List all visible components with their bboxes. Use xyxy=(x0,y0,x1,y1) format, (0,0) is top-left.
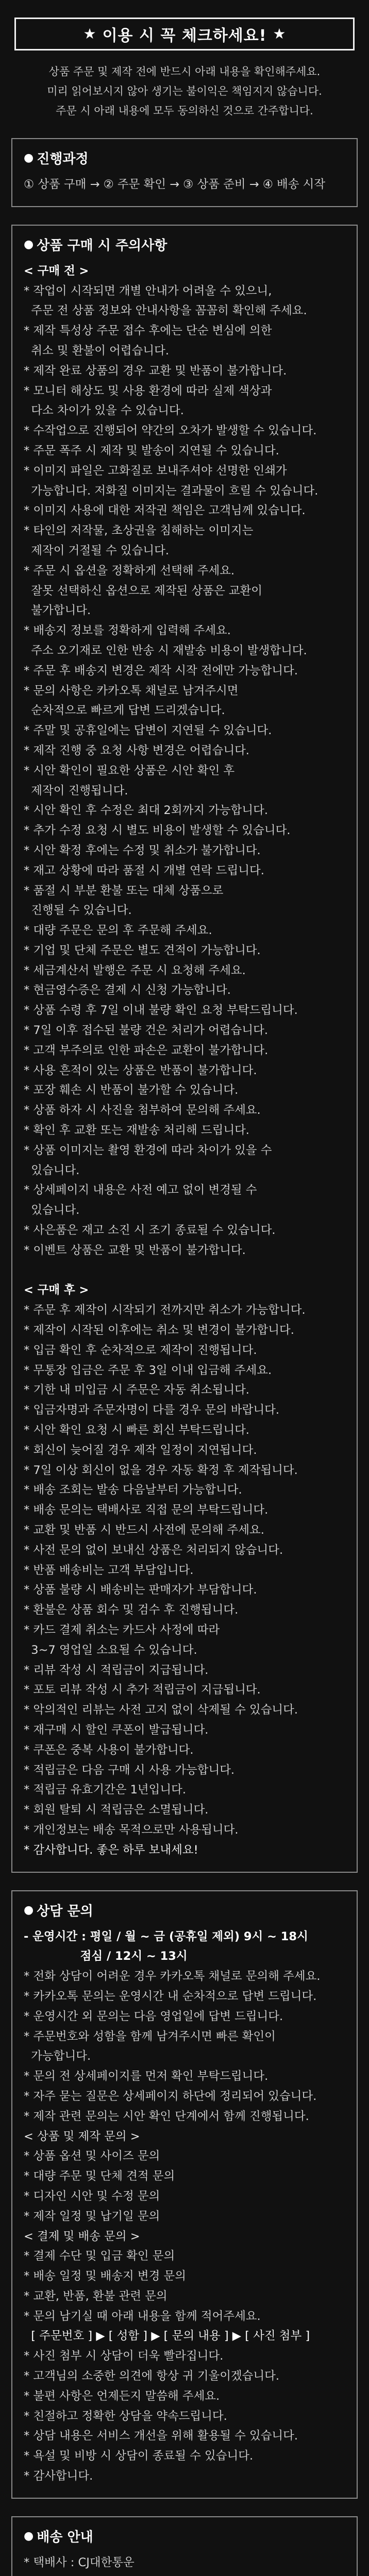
consult-line: * 욕설 및 비방 시 상담이 종료될 수 있습니다. xyxy=(24,2449,254,2463)
star-icon: ★ xyxy=(83,25,96,42)
consult-line: < 결제 및 배송 문의 > xyxy=(24,2229,140,2243)
consult-line: * 상품 옵션 및 사이즈 문의 xyxy=(24,2149,160,2163)
page-title: 이용 시 꼭 체크하세요! xyxy=(102,27,267,45)
notice-line: < 구매 전 > xyxy=(24,264,89,278)
notice-line: * 기한 내 미입금 시 주문은 자동 취소됩니다. xyxy=(24,1383,249,1397)
section-title: 배송 안내 xyxy=(37,2529,93,2545)
notice-line: * 시안 확인이 필요한 상품은 시안 확인 후 xyxy=(24,764,235,777)
consult-line: 가능합니다. xyxy=(24,2049,91,2063)
notice-line: 가능합니다. 저화질 이미지는 결과물이 흐릴 수 있습니다. xyxy=(24,484,318,498)
section-heading xyxy=(24,1901,345,1920)
notice-line: 순차적으로 빠르게 답변 드리겠습니다. xyxy=(24,704,225,718)
consult-line: * 자주 묻는 질문은 상세페이지 하단에 정리되어 있습니다. xyxy=(24,2089,317,2103)
notice-line: * 반품 배송비는 고객 부담입니다. xyxy=(24,1563,194,1577)
consult-lines xyxy=(24,1927,345,2486)
notice-line: * 상품 수령 후 7일 이내 불량 확인 요청 부탁드립니다. xyxy=(24,1004,298,1018)
notice-line: * 쿠폰은 중복 사용이 불가합니다. xyxy=(24,1743,194,1757)
star-icon: ★ xyxy=(273,25,286,42)
flow-steps: ① 상품 구매 → ② 주문 확인 → ③ 상품 준비 → ④ 배송 시작 xyxy=(24,178,326,191)
notice-line: * 주말 및 공휴일에는 답변이 지연될 수 있습니다. xyxy=(24,724,272,738)
bullet-icon: ● xyxy=(24,1903,34,1917)
shipping-lines xyxy=(24,2553,345,2576)
section-shipping xyxy=(11,2516,358,2576)
notice-line: 있습니다. xyxy=(24,1204,80,1217)
notice-line: * 추가 수정 요청 시 별도 비용이 발생할 수 있습니다. xyxy=(24,824,291,838)
notice-line: * 상세페이지 내용은 사전 예고 없이 변경될 수 xyxy=(24,1183,257,1197)
consult-line: * 주문번호와 성함을 함께 남겨주시면 빠른 확인이 xyxy=(24,2029,276,2043)
notice-line: * 이벤트 상품은 교환 및 반품이 불가합니다. xyxy=(24,1243,246,1257)
notice-line: * 주문 시 옵션을 정확하게 선택해 주세요. xyxy=(24,564,235,578)
notice-line: < 구매 후 > xyxy=(24,1283,89,1297)
notice-line: 3~7 영업일 소요될 수 있습니다. xyxy=(24,1643,197,1657)
notice-line: * 수작업으로 진행되어 약간의 오차가 발생할 수 있습니다. xyxy=(24,424,317,438)
consult-line: * 운영시간 외 문의는 다음 영업일에 답변 드립니다. xyxy=(24,2009,283,2023)
consult-line: * 불편 사항은 언제든지 말씀해 주세요. xyxy=(24,2389,220,2403)
notice-line: * 배송 조회는 발송 다음날부터 가능합니다. xyxy=(24,1483,242,1497)
bullet-icon: ● xyxy=(24,238,34,251)
notice-line: 주문 전 상품 정보와 안내사항을 꼼꼼히 확인해 주세요. xyxy=(24,304,307,318)
notice-line: * 주문 폭주 시 제작 및 발송이 지연될 수 있습니다. xyxy=(24,444,279,457)
page xyxy=(0,18,369,2576)
notice-line: * 포장 훼손 시 반품이 불가할 수 있습니다. xyxy=(24,1083,239,1097)
consult-line: * 문의 남기실 때 아래 내용을 함께 적어주세요. xyxy=(24,2309,261,2323)
notice-line: * 상품 불량 시 배송비는 판매자가 부담합니다. xyxy=(24,1583,257,1597)
consult-line: 점심 / 12시 ~ 13시 xyxy=(24,1950,188,1963)
notice-line: * 품절 시 부분 환불 또는 대체 상품으로 xyxy=(24,884,224,897)
intro-line: 주문 시 아래 내용에 모두 동의하신 것으로 간주합니다. xyxy=(56,105,313,117)
notice-line xyxy=(24,1261,345,1281)
notice-line: * 제작 진행 중 요청 사항 변경은 어렵습니다. xyxy=(24,743,249,757)
consult-line: * 사진 첨부 시 상담이 더욱 빨라집니다. xyxy=(24,2349,224,2363)
notice-line: * 회원 탈퇴 시 적립금은 소멸됩니다. xyxy=(24,1803,209,1817)
consult-line: * 상담 내용은 서비스 개선을 위해 활용될 수 있습니다. xyxy=(24,2429,298,2443)
consult-line: * 고객님의 소중한 의견에 항상 귀 기울이겠습니다. xyxy=(24,2369,280,2383)
notice-line: * 주문 후 배송지 변경은 제작 시작 전에만 가능합니다. xyxy=(24,664,298,677)
notice-line: * 7일 이후 접수된 불량 건은 처리가 어렵습니다. xyxy=(24,1024,269,1038)
notice-line: * 감사합니다. 좋은 하루 보내세요! xyxy=(24,1843,198,1857)
notice-line: 취소 및 환불이 어렵습니다. xyxy=(24,344,169,358)
notice-line: * 적립금은 다음 구매 시 사용 가능합니다. xyxy=(24,1763,235,1777)
notice-line: * 사은품은 재고 소진 시 조기 종료될 수 있습니다. xyxy=(24,1224,276,1238)
notice-line: 다소 차이가 있을 수 있습니다. xyxy=(24,404,184,418)
consult-line: * 교환, 반품, 환불 관련 문의 xyxy=(24,2289,167,2303)
notice-line: * 작업이 시작되면 개별 안내가 어려울 수 있으니, xyxy=(24,284,272,298)
notice-line: 불가합니다. xyxy=(24,604,91,618)
section-flow xyxy=(11,138,358,207)
intro-line: 미리 읽어보시지 않아 생기는 불이익은 책임지지 않습니다. xyxy=(47,85,322,97)
consult-line: * 결제 수단 및 입금 확인 문의 xyxy=(24,2249,175,2263)
notice-line: * 사전 문의 없이 보내신 상품은 처리되지 않습니다. xyxy=(24,1543,283,1557)
notice-line: * 기업 및 단체 주문은 별도 견적이 가능합니다. xyxy=(24,943,261,957)
notice-line: * 카드 결제 취소는 카드사 사정에 따라 xyxy=(24,1623,220,1637)
notice-line: * 상품 하자 시 사진을 첨부하여 문의해 주세요. xyxy=(24,1104,261,1117)
notice-line: * 개인정보는 배송 목적으로만 사용됩니다. xyxy=(24,1823,239,1837)
consult-line: * 전화 상담이 어려운 경우 카카오톡 채널로 문의해 주세요. xyxy=(24,1970,321,1984)
notice-line: * 재구매 시 할인 쿠폰이 발급됩니다. xyxy=(24,1723,209,1737)
notice-lines xyxy=(24,261,345,1860)
consult-line: - 운영시간 : 평일 / 월 ~ 금 (공휴일 제외) 9시 ~ 18시 xyxy=(24,1929,308,1943)
shipping-line xyxy=(24,2573,345,2576)
notice-line: * 환불은 상품 회수 및 검수 후 진행됩니다. xyxy=(24,1603,239,1617)
notice-line: * 문의 사항은 카카오톡 채널로 남겨주시면 xyxy=(24,684,239,698)
notice-line: * 악의적인 리뷰는 사전 고지 없이 삭제될 수 있습니다. xyxy=(24,1703,298,1717)
notice-line: 제작이 진행됩니다. xyxy=(24,784,128,798)
notice-line: * 세금계산서 발행은 주문 시 요청해 주세요. xyxy=(24,963,246,977)
notice-line: * 이미지 파일은 고화질로 보내주셔야 선명한 인쇄가 xyxy=(24,464,287,478)
consult-line: * 디자인 시안 및 수정 문의 xyxy=(24,2189,160,2203)
notice-line: 있습니다. xyxy=(24,1163,80,1177)
notice-line: * 입금 확인 후 순차적으로 제작이 진행됩니다. xyxy=(24,1343,257,1357)
consult-line: * 대량 주문 및 단체 견적 문의 xyxy=(24,2170,175,2183)
notice-line: * 확인 후 교환 또는 재발송 처리해 드립니다. xyxy=(24,1124,249,1138)
notice-line: * 현금영수증은 결제 시 신청 가능합니다. xyxy=(24,984,231,997)
notice-line: * 시안 확인 후 수정은 최대 2회까지 가능합니다. xyxy=(24,804,269,818)
section-title: 상품 구매 시 주의사항 xyxy=(37,238,167,253)
section-title: 진행과정 xyxy=(37,151,89,167)
notice-line: * 이미지 사용에 대한 저작권 책임은 고객님께 있습니다. xyxy=(24,504,306,518)
intro-text xyxy=(0,62,369,121)
notice-title-banner xyxy=(14,18,355,50)
section-heading xyxy=(24,148,345,167)
section-heading xyxy=(24,235,345,254)
notice-line: * 시안 확인 요청 시 빠른 회신 부탁드립니다. xyxy=(24,1423,249,1437)
notice-line: 제작이 거절될 수 있습니다. xyxy=(24,544,169,557)
notice-line: * 적립금 유효기간은 1년입니다. xyxy=(24,1783,186,1797)
notice-line: * 제작 특성상 주문 접수 후에는 단순 변심에 의한 xyxy=(24,324,272,338)
notice-line: * 주문 후 제작이 시작되기 전까지만 취소가 가능합니다. xyxy=(24,1303,306,1317)
consult-line: * 제작 일정 및 납기일 문의 xyxy=(24,2209,160,2223)
consult-line: * 카카오톡 문의는 운영시간 내 순차적으로 답변 드립니다. xyxy=(24,1989,317,2003)
notice-line: * 고객 부주의로 인한 파손은 교환이 불가합니다. xyxy=(24,1043,269,1057)
notice-line: * 리뷰 작성 시 적립금이 지급됩니다. xyxy=(24,1663,209,1677)
bullet-icon: ● xyxy=(24,151,34,164)
notice-line: 잘못 선택하신 옵션으로 제작된 상품은 교환이 xyxy=(24,584,263,598)
notice-line: * 모니터 해상도 및 사용 환경에 따라 실제 색상과 xyxy=(24,384,272,398)
section-heading xyxy=(24,2527,345,2546)
notice-line: * 대량 주문은 문의 후 주문해 주세요. xyxy=(24,924,212,938)
section-consult xyxy=(11,1890,358,2499)
shipping-line: * 택배사 : CJ대한통운 xyxy=(24,2555,135,2569)
bullet-icon: ● xyxy=(24,2529,34,2543)
notice-line: 진행될 수 있습니다. xyxy=(24,904,132,918)
consult-line: * 배송 일정 및 배송지 변경 문의 xyxy=(24,2269,186,2283)
notice-line: * 포토 리뷰 작성 시 추가 적립금이 지급됩니다. xyxy=(24,1683,261,1697)
notice-line: * 배송 문의는 택배사로 직접 문의 부탁드립니다. xyxy=(24,1503,269,1517)
consult-line: * 제작 관련 문의는 시안 확인 단계에서 함께 진행됩니다. xyxy=(24,2109,309,2123)
notice-line: * 제작이 시작된 이후에는 취소 및 변경이 불가합니다. xyxy=(24,1324,294,1337)
notice-line: * 사용 흔적이 있는 상품은 반품이 불가합니다. xyxy=(24,1063,257,1077)
notice-line: 주소 오기재로 인한 반송 시 재발송 비용이 발생합니다. xyxy=(24,643,307,657)
notice-line: * 재고 상황에 따라 품절 시 개별 연락 드립니다. xyxy=(24,863,264,877)
notice-line: * 배송지 정보를 정확하게 입력해 주세요. xyxy=(24,624,231,638)
notice-line: * 입금자명과 주문자명이 다를 경우 문의 바랍니다. xyxy=(24,1403,280,1417)
intro-line: 상품 주문 및 제작 전에 반드시 아래 내용을 확인해주세요. xyxy=(48,65,321,78)
notice-line: * 제작 완료 상품의 경우 교환 및 반품이 불가합니다. xyxy=(24,364,287,378)
consult-line: [ 주문번호 ] ▶ [ 성함 ] ▶ [ 문의 내용 ] ▶ [ 사진 첨부 ] xyxy=(24,2329,310,2343)
notice-line: * 무통장 입금은 주문 후 3일 이내 입금해 주세요. xyxy=(24,1363,272,1377)
notice-line: * 회신이 늦어질 경우 제작 일정이 지연됩니다. xyxy=(24,1443,257,1457)
consult-line: < 상품 및 제작 문의 > xyxy=(24,2129,140,2143)
notice-line: * 시안 확정 후에는 수정 및 취소가 불가합니다. xyxy=(24,843,261,857)
notice-line: * 상품 이미지는 촬영 환경에 따라 차이가 있을 수 xyxy=(24,1143,272,1157)
notice-line: * 타인의 저작물, 초상권을 침해하는 이미지는 xyxy=(24,524,254,538)
notice-line: * 교환 및 반품 시 반드시 사전에 문의해 주세요. xyxy=(24,1523,264,1537)
section-title: 상담 문의 xyxy=(37,1903,93,1919)
section-notice xyxy=(11,225,358,1873)
consult-line: * 감사합니다. xyxy=(24,2469,93,2483)
notice-line: * 7일 이상 회신이 없을 경우 자동 확정 후 제작됩니다. xyxy=(24,1463,298,1477)
consult-line: * 친절하고 정확한 상담을 약속드립니다. xyxy=(24,2409,227,2423)
consult-line: * 문의 전 상세페이지를 먼저 확인 부탁드립니다. xyxy=(24,2070,269,2083)
